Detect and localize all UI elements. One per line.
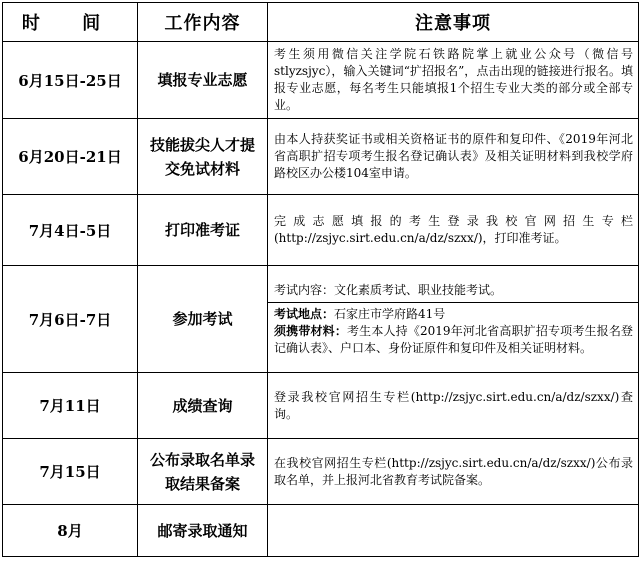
time-cell: 7月15日 — [3, 439, 138, 505]
note-cell: 在我校官网招生专栏(http://zsjyc.sirt.edu.cn/a/dz/szxx/)公布录取名单，并上报河北省教育考试院备案。 — [268, 439, 639, 505]
note-exam-items — [274, 323, 633, 357]
exam-items-label: 须携带材料： — [274, 323, 347, 338]
task-cell: 邮寄录取通知 — [138, 505, 268, 557]
table-row — [3, 119, 639, 195]
task-text: 技能拔尖人才提交免试材料 — [149, 135, 255, 178]
header-task: 工作内容 — [138, 3, 268, 42]
header-row — [3, 3, 639, 42]
task-cell: 参加考试 — [138, 266, 268, 373]
note-cell: 考生须用微信关注学院石铁路院掌上就业公众号（微信号stlyzsjyc），输入关键词“扩招报名”，点击出现的链接进行报名。填报专业志愿，每名考生只能填报1个招生专业大类的部分或全部专业。 — [268, 42, 639, 119]
time-cell: 7月4日-5日 — [3, 195, 138, 266]
note-cell: 完成志愿填报的考生登录我校官网招生专栏(http://zsjyc.sirt.edu.cn/a/dz/szxx/)，打印准考证。 — [268, 195, 639, 266]
task-cell: 填报专业志愿 — [138, 42, 268, 119]
note-cell — [268, 266, 639, 373]
table-row — [3, 439, 639, 505]
table-row — [3, 195, 639, 266]
table-row — [3, 266, 639, 373]
task-cell — [138, 439, 268, 505]
note-exam-content: 考试内容：文化素质考试、职业技能考试。 — [274, 282, 503, 297]
table-row — [3, 505, 639, 557]
task-cell: 打印准考证 — [138, 195, 268, 266]
note-exam-place — [274, 306, 633, 323]
note-cell: 登录我校官网招生专栏(http://zsjyc.sirt.edu.cn/a/dz/szxx/)查询。 — [268, 373, 639, 439]
note-cell: 由本人持获奖证书或相关资格证书的原件和复印件、《2019年河北省高职扩招专项考生报名登记确认表》及相关证明材料到我校学府路校区办公楼104室申请。 — [268, 119, 639, 195]
task-cell: 成绩查询 — [138, 373, 268, 439]
task-text: 公布录取名单录取结果备案 — [150, 450, 256, 493]
time-cell: 6月20日-21日 — [3, 119, 138, 195]
exam-items-value: 考生本人持《2019年河北省高职扩招专项考生报名登记确认表》、户口本、身份证原件和复印件及相关证明材料。 — [274, 323, 633, 355]
header-note: 注意事项 — [268, 3, 639, 42]
table-row — [3, 373, 639, 439]
header-time: 时 间 — [3, 3, 138, 42]
note-cell — [268, 505, 639, 557]
time-cell: 7月6日-7日 — [3, 266, 138, 373]
table-row — [3, 42, 639, 119]
time-cell: 6月15日-25日 — [3, 42, 138, 119]
time-cell: 7月11日 — [3, 373, 138, 439]
task-cell — [138, 119, 268, 195]
exam-place-label: 考试地点： — [274, 306, 335, 321]
time-cell: 8月 — [3, 505, 138, 557]
exam-place-value: 石家庄市学府路41号 — [334, 306, 446, 321]
note-exam-details — [268, 302, 638, 360]
schedule-table — [2, 2, 639, 557]
